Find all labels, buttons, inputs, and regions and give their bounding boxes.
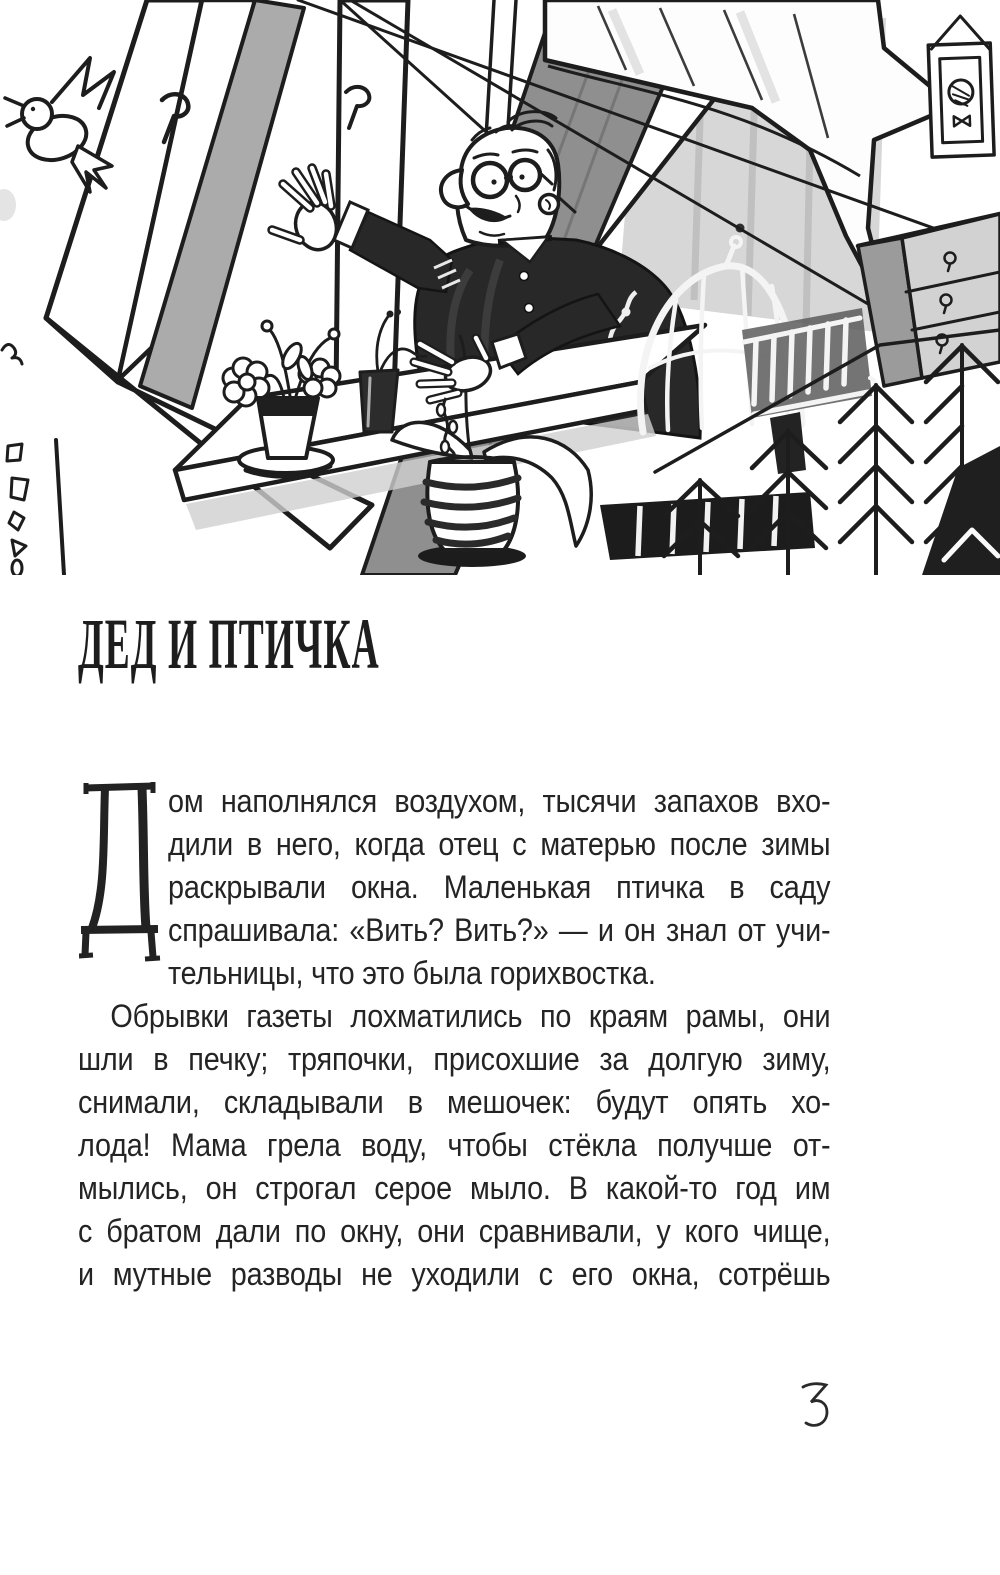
text-line: лода! Мама грела воду, чтобы стёкла получше от- (78, 1127, 831, 1163)
paragraph (78, 995, 830, 1296)
text-line: с братом дали по окну, они сравнивали, у кого чище, (78, 1213, 831, 1249)
text-line: мылись, он строгал серое мыло. В какой-то год им (78, 1170, 831, 1206)
glasses-icon (473, 163, 507, 197)
chapter-illustration (0, 0, 1000, 575)
text-line: шли в печку; тряпочки, присохшие за долгую зиму, (78, 1041, 831, 1077)
body-text (78, 780, 830, 1296)
bird-head (22, 99, 52, 129)
left-wall-pattern (2, 344, 64, 575)
text-line: спрашивала: «Вить? Вить?» — и он знал от учи- (168, 912, 831, 948)
text-line: дили в него, когда отец с матерью после зимы (168, 826, 831, 862)
text-line: ом наполнялся воздухом, тысячи запахов вхо- (168, 783, 831, 819)
wing (52, 58, 114, 108)
text-line: раскрывали окна. Маленькая птичка в саду (168, 869, 831, 905)
chapter-title-text: ДЕД И ПТИЧКА (78, 604, 380, 684)
page-number (799, 1380, 831, 1430)
paragraph (78, 780, 830, 995)
glasses-icon (510, 160, 540, 190)
text-line: снимали, складывали в мешочек: будут опять хо- (78, 1084, 831, 1120)
text-line: тельницы, что это была горихвостка. (168, 955, 656, 991)
text-line: Обрывки газеты лохматились по краям рамы, они (110, 998, 831, 1034)
text-line: и мутные разводы не уходили с его окна, сотрёшь (78, 1256, 831, 1292)
picture-frame (927, 15, 994, 157)
chapter-title (78, 604, 658, 684)
